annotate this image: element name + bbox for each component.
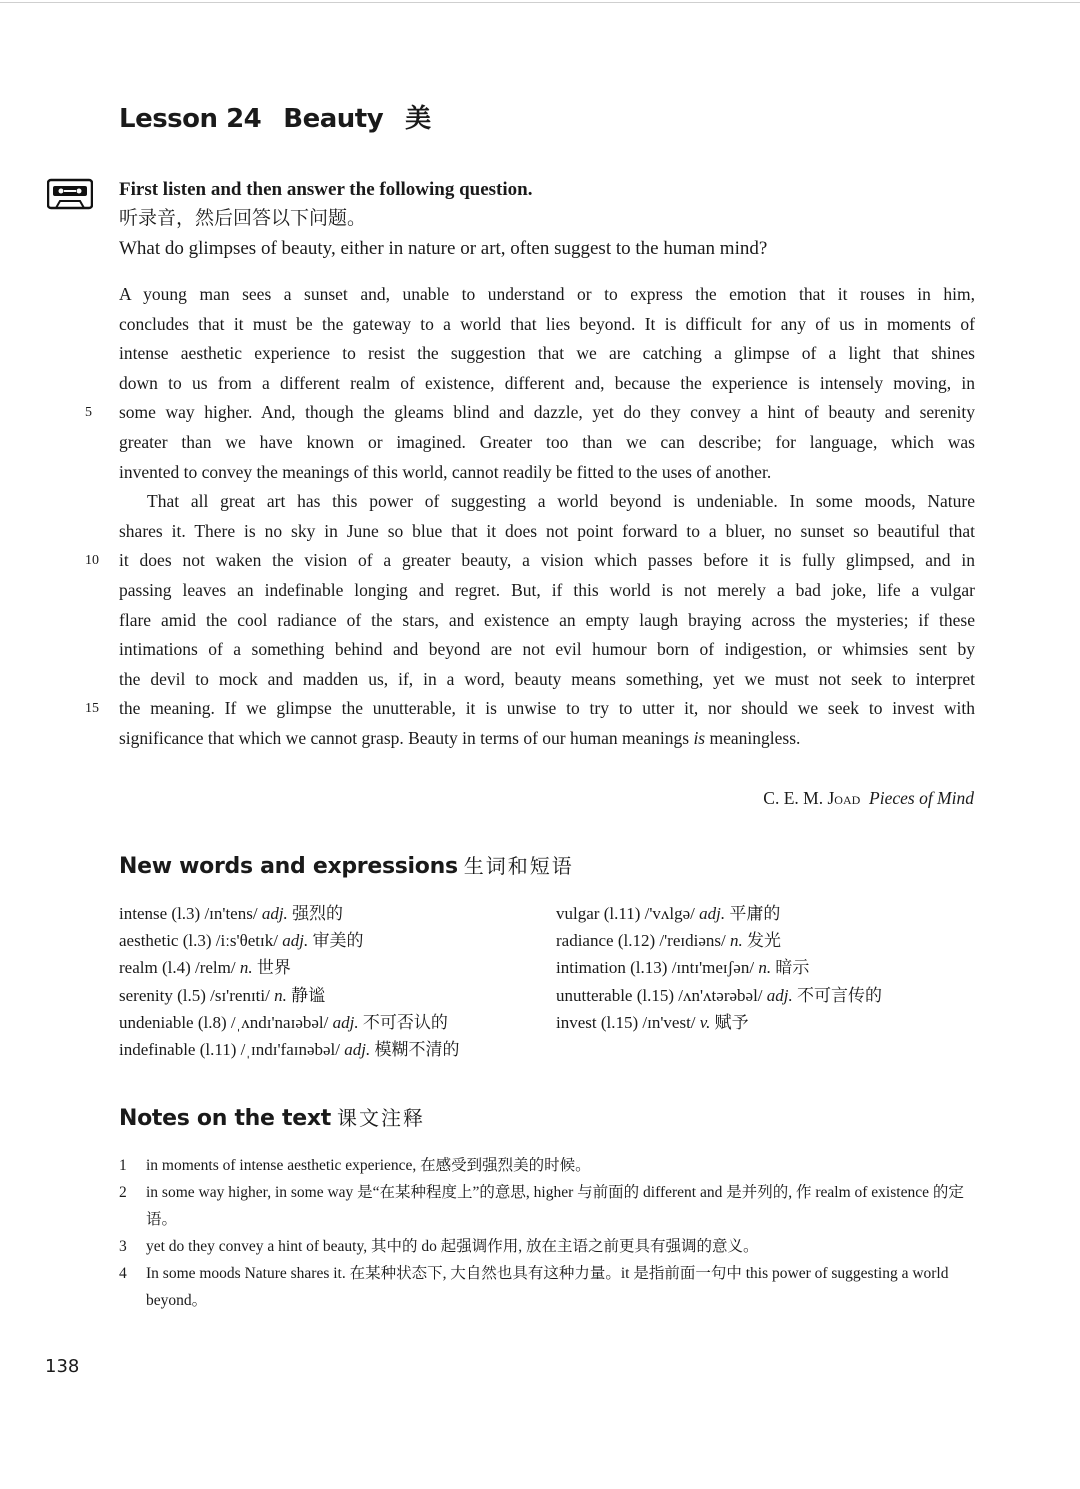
word-entry: serenity (l.5) /sɪ'renɪti/ n. 静谧 [119, 985, 326, 1005]
passage-line-text: the meaning. If we glimpse the unutterable, it is unwise to try to utter it, nor should we seek to invest with [119, 698, 975, 719]
passage-line: intimations of a something behind and beyond are not evil humour born of indigestion, or whimsies sent by [119, 639, 975, 660]
note-item [119, 1233, 979, 1260]
passage-line-text: it does not waken the vision of a greater beauty, a vision which passes before it is fully glimpsed, and in [119, 550, 975, 571]
word-list-left [119, 900, 460, 1063]
question-text: What do glimpses of beauty, either in nature or art, often suggest to the human mind? [119, 238, 768, 259]
listening-question [119, 176, 979, 264]
notes-heading-cn: 课文注释 [336, 1106, 425, 1130]
word-entry: intimation (l.13) /ɪntɪ'meɪʃən/ n. 暗示 [556, 958, 810, 978]
passage-text: meaningless. [705, 727, 801, 748]
note-number: 4 [119, 1265, 127, 1282]
line-number: 10 [85, 553, 99, 569]
lesson-title-en: Beauty [283, 104, 384, 134]
cassette-tape-icon [47, 178, 93, 210]
note-text: in some way higher, in some way 是“在某种程度上”的意思, higher 与前面的 different and 是并列的, 作 realm of existence 的定语。 [146, 1184, 964, 1228]
notes-heading [119, 1102, 425, 1131]
passage-line: invented to convey the meanings of this world, cannot readily be fitted to the uses of another. [119, 461, 772, 482]
new-words-heading-en: New words and expressions [119, 854, 458, 879]
new-words-heading-cn: 生词和短语 [463, 854, 574, 878]
note-text: yet do they convey a hint of beauty, 其中的 do 起强调作用, 放在主语之前更具有强调的意义。 [146, 1238, 759, 1255]
passage-line: shares it. There is no sky in June so blue that it does not point forward to a bluer, no sunset so beautiful that [119, 520, 975, 541]
passage-line: the devil to mock and madden us, if, in a word, beauty means something, yet we must not seek to interpret [119, 668, 975, 689]
notes-heading-en: Notes on the text [119, 1106, 331, 1131]
new-words-heading [119, 850, 574, 879]
work-title: Pieces of Mind [869, 788, 974, 808]
word-entry: realm (l.4) /relm/ n. 世界 [119, 958, 291, 978]
passage-line: passing leaves an indefinable longing and regret. But, if this world is not merely a bad joke, life a vulgar [119, 579, 975, 600]
word-list-right [556, 900, 882, 1036]
instruction-cn: 听录音，然后回答以下问题。 [119, 208, 367, 229]
lesson-title-cn: 美 [405, 104, 431, 134]
word-entry: undeniable (l.8) /ˌʌndɪ'naɪəbəl/ adj. 不可否认的 [119, 1012, 448, 1032]
passage-line: A young man sees a sunset and, unable to understand or to express the emotion that it rouses in him, [119, 284, 975, 304]
passage-line: That all great art has this power of suggesting a world beyond is undeniable. In some moods, Nature [147, 491, 975, 512]
note-text: in moments of intense aesthetic experience, 在感受到强烈美的时候。 [146, 1157, 591, 1174]
note-item [119, 1179, 979, 1233]
line-number: 5 [85, 405, 92, 421]
passage-line-10 [85, 546, 975, 576]
passage-last-line [119, 724, 975, 754]
note-number: 3 [119, 1238, 127, 1255]
emphasis-word: is [693, 727, 706, 748]
word-entry: radiance (l.12) /'reɪdiəns/ n. 发光 [556, 931, 781, 951]
notes-list [119, 1152, 979, 1314]
page-number: 138 [45, 1356, 80, 1377]
word-entry: invest (l.15) /ɪn'vest/ v. 赋予 [556, 1012, 749, 1032]
attribution [763, 788, 974, 809]
note-item [119, 1152, 979, 1179]
passage-line-15 [85, 694, 975, 724]
word-entry: unutterable (l.15) /ʌn'ʌtərəbəl/ adj. 不可言传的 [556, 985, 883, 1005]
line-number: 15 [85, 701, 99, 717]
instruction-en: First listen and then answer the following question. [119, 179, 533, 200]
word-entry: vulgar (l.11) /'vʌlgə/ adj. 平庸的 [556, 904, 781, 923]
note-text: In some moods Nature shares it. 在某种状态下, 大自然也具有这种力量。it 是指前面一句中 this power of suggesting a world beyond。 [146, 1265, 949, 1309]
passage-line-text: some way higher. And, though the gleams blind and dazzle, yet do they convey a hint of beauty and serenity [119, 402, 975, 423]
passage-line: concludes that it must be the gateway to a world that lies beyond. It is difficult for any of us in moments of [119, 313, 975, 334]
lesson-number: Lesson 24 [119, 104, 262, 134]
note-number: 1 [119, 1157, 127, 1174]
word-entry: intense (l.3) /ɪn'tens/ adj. 强烈的 [119, 904, 344, 923]
passage-line-5 [85, 398, 975, 428]
passage-text: significance that which we cannot grasp. Beauty in terms of our human meanings [119, 727, 694, 748]
word-entry: aesthetic (l.3) /iːs'θetɪk/ adj. 审美的 [119, 931, 364, 951]
passage-line: down to us from a different realm of existence, different and, because the experience is intensely moving, in [119, 372, 975, 393]
passage-line: greater than we have known or imagined. Greater too than we can describe; for language, which was [119, 431, 975, 452]
note-item [119, 1260, 979, 1314]
note-number: 2 [119, 1184, 127, 1201]
passage-line: intense aesthetic experience to resist the suggestion that we are catching a glimpse of a light that shines [119, 343, 975, 364]
top-rule [0, 2, 1080, 3]
passage [85, 280, 975, 754]
lesson-title [119, 98, 453, 135]
passage-line: flare amid the cool radiance of the stars, and existence an empty laugh braying across the mysteries; if these [119, 609, 975, 630]
word-entry: indefinable (l.11) /ˌɪndɪ'faɪnəbəl/ adj. 模糊不清的 [119, 1040, 460, 1060]
author: C. E. M. Joad [763, 788, 861, 808]
